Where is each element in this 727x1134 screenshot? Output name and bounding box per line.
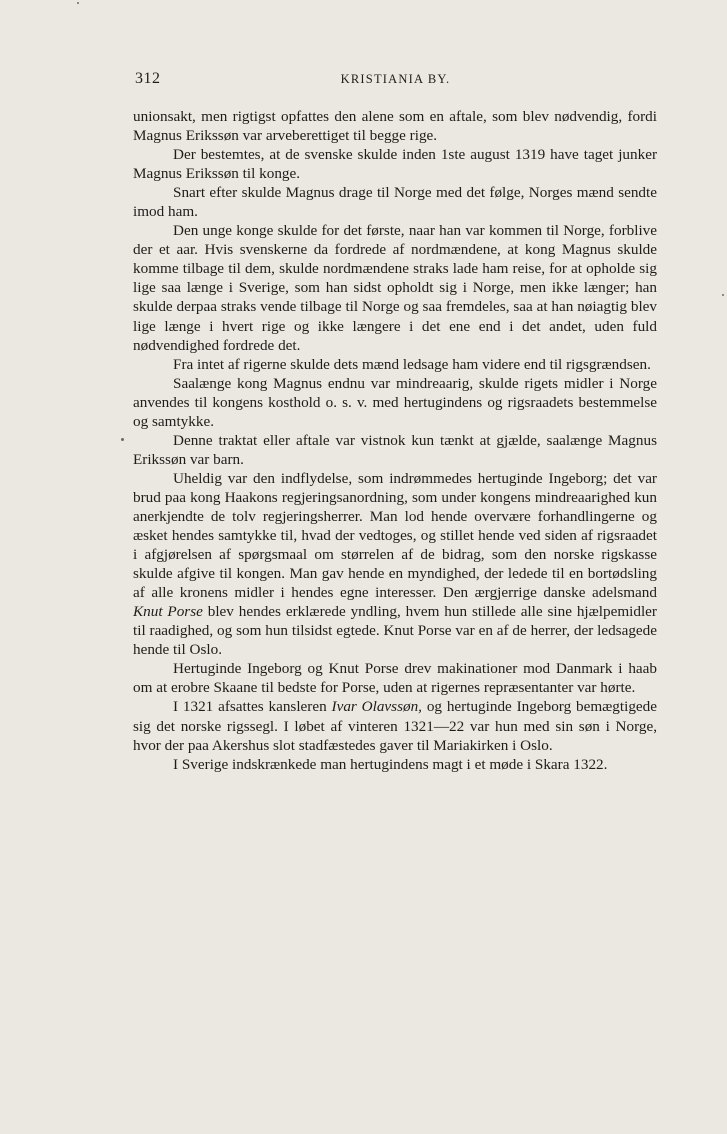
paragraph-text: og hertuginde Ingeborg bemægtigede sig det norske rigssegl. I løbet af vinteren 1321—22 var hun med sin søn i Norge, hvor der paa Akershus slot stadfæstedes gaver til Mariakirken i Oslo.: [133, 698, 657, 754]
running-title: KRISTIANIA BY.: [340, 72, 451, 86]
paragraph-text: Denne traktat eller aftale var vistnok kun tænkt at gjælde, saalænge Magnus Erikssøn var barn.: [133, 431, 657, 468]
margin-speck: [77, 2, 79, 4]
paragraph: [133, 374, 657, 431]
margin-speck: [121, 438, 124, 441]
running-head: [135, 70, 656, 92]
paragraph: [133, 755, 657, 774]
person-name: Ivar Olavssøn,: [331, 698, 422, 716]
paragraph-text: I 1321 afsattes kansleren: [173, 698, 332, 716]
person-name: Knut Porse: [133, 603, 203, 621]
paragraph-text: unionsakt, men rigtigst opfattes den alene som en aftale, som blev nødvendig, fordi Magnus Erikssøn var arveberettiget til begge rige.: [133, 108, 657, 145]
paragraph-text: I Sverige indskrænkede man hertugindens magt i et møde i Skara 1322.: [173, 755, 608, 773]
paragraph: [133, 469, 657, 659]
paragraph-text: Saalænge kong Magnus endnu var mindreaarig, skulde rigets midler i Norge anvendes til kongens kosthold o. s. v. med hertugindens og rigsraadets bestemmelse og samtykke.: [133, 374, 657, 430]
paragraph: [133, 221, 657, 354]
paragraph: [133, 697, 657, 754]
paragraph: [133, 183, 657, 221]
paragraph-text: Der bestemtes, at de svenske skulde inden 1ste august 1319 have taget junker Magnus Erikssøn til konge.: [133, 146, 657, 183]
page-number: 312: [135, 70, 161, 87]
paragraph-text: blev hendes erklærede yndling, hvem hun stillede alle sine hjælpemidler til raadighed, og som hun tilsidst egtede. Knut Porse var en af de herrer, der ledsagede hende til Oslo.: [133, 603, 657, 659]
paragraph: [133, 107, 657, 145]
paragraph: [133, 145, 657, 183]
paragraph-text: Fra intet af rigerne skulde dets mænd ledsage ham videre end til rigsgrændsen.: [173, 355, 651, 373]
paragraph-text: Hertuginde Ingeborg og Knut Porse drev makinationer mod Danmark i haab om at erobre Skaane til bedste for Porse, uden at rigernes repræsentanter var hørte.: [133, 660, 657, 697]
paragraph: [133, 659, 657, 697]
paragraph: [133, 431, 657, 469]
margin-speck: [722, 294, 724, 296]
body-text: [133, 107, 657, 774]
paragraph: [133, 355, 657, 374]
paragraph-text: Snart efter skulde Magnus drage til Norge med det følge, Norges mænd sendte imod ham.: [133, 184, 657, 221]
paragraph-text: Den unge konge skulde for det første, naar han var kommen til Norge, forblive der et aar. Hvis svenskerne da fordrede af nordmændene, at kong Magnus skulde komme tilbage til dem, skulde nordmændene straks lade ham reise, for at opholde sig lige saa længe i Sverige, som han sidst opholdt sig i Norge, men ikke længer; han skulde derpaa straks vende tilbage til Norge og saa fremdeles, saa at han nøiagtig blev lige længe i hvert rige og ikke længere i det ene end i det andet, uden fuld nødvendighed fordrede det.: [133, 222, 657, 354]
paragraph-text: Uheldig var den indflydelse, som indrømmedes hertuginde Ingeborg; det var brud paa kong Haakons regjeringsanordning, som under kongens mindreaarighed kun anerkjendte de tolv regjeringsherrer. Man lod hende overvære forhandlingerne og æsket hendes samtykke til, hvad der vedtoges, og stillet hende ved siden af rigsraadet i afgjørelsen af spørgsmaal om størrelen af de bidrag, som den norske rigskasse skulde afgive til kongen. Man gav hende en myndighed, der ledede til en bortødsling af alle kronens midler i hendes egne interesser. Den ærgjerrige danske adelsmand: [133, 469, 657, 602]
